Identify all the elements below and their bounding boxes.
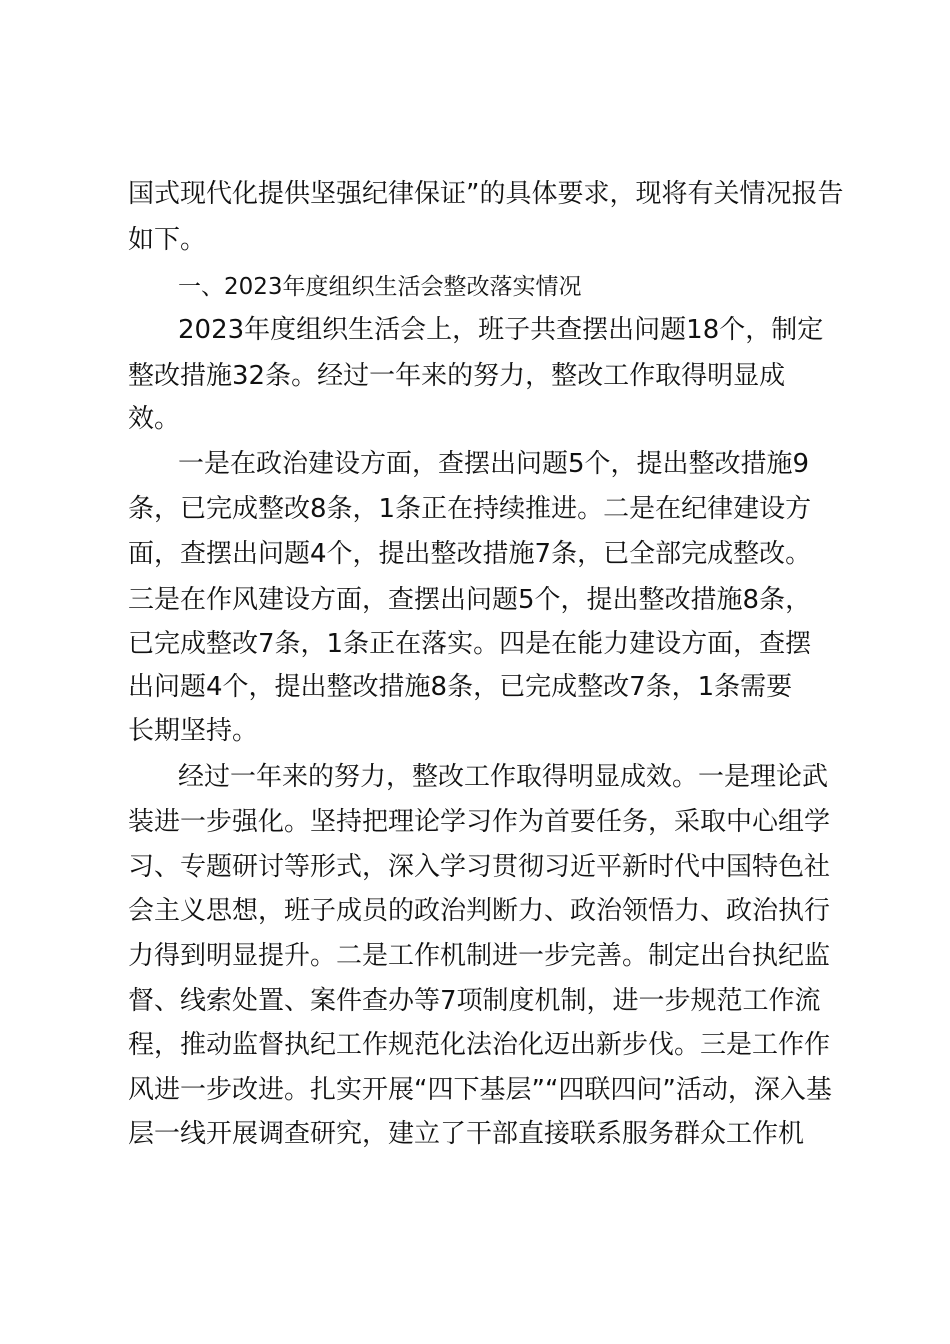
text-line: 出问题4个，提出整改措施8条，已完成整改7条，1条需要 <box>128 672 793 702</box>
text-line: 国式现代化提供坚强纪律保证”的具体要求，现将有关情况报告 <box>128 179 844 209</box>
text-line: 整改措施32条。经过一年来的努力，整改工作取得明显成 <box>128 361 786 391</box>
text-line: 已完成整改7条，1条正在落实。四是在能力建设方面，查摆 <box>128 629 812 659</box>
text-line: 程，推动监督执纪工作规范化法治化迈出新步伐。三是工作作 <box>128 1030 831 1060</box>
text-line: 层一线开展调查研究，建立了干部直接联系服务群众工作机 <box>128 1119 805 1149</box>
text-line: 督、线索处置、案件查办等7项制度机制，进一步规范工作流 <box>128 986 821 1016</box>
text-line: 如下。 <box>128 225 207 255</box>
text-line: 三是在作风建设方面，查摆出问题5个，提出整改措施8条， <box>128 585 812 615</box>
text-line: 装进一步强化。坚持把理论学习作为首要任务，采取中心组学 <box>128 807 831 837</box>
text-line: 经过一年来的努力，整改工作取得明显成效。一是理论武 <box>178 762 829 792</box>
text-line: 风进一步改进。扎实开展“四下基层”“四联四问”活动，深入基 <box>128 1075 832 1105</box>
text-line: 习、专题研讨等形式，深入学习贯彻习近平新时代中国特色社 <box>128 852 831 882</box>
text-line: 效。 <box>128 404 181 434</box>
text-line: 会主义思想，班子成员的政治判断力、政治领悟力、政治执行 <box>128 896 831 926</box>
text-line: 力得到明显提升。二是工作机制进一步完善。制定出台执纪监 <box>128 941 831 971</box>
text-line: 长期坚持。 <box>128 716 259 746</box>
section-heading: 一、2023年度组织生活会整改落实情况 <box>178 274 582 300</box>
text-line: 条，已完成整改8条，1条正在持续推进。二是在纪律建设方 <box>128 494 812 524</box>
text-line: 一是在政治建设方面，查摆出问题5个，提出整改措施9 <box>178 449 810 479</box>
text-line: 2023年度组织生活会上，班子共查摆出问题18个，制定 <box>178 315 824 345</box>
text-line: 面，查摆出问题4个，提出整改措施7条，已全部完成整改。 <box>128 539 812 569</box>
